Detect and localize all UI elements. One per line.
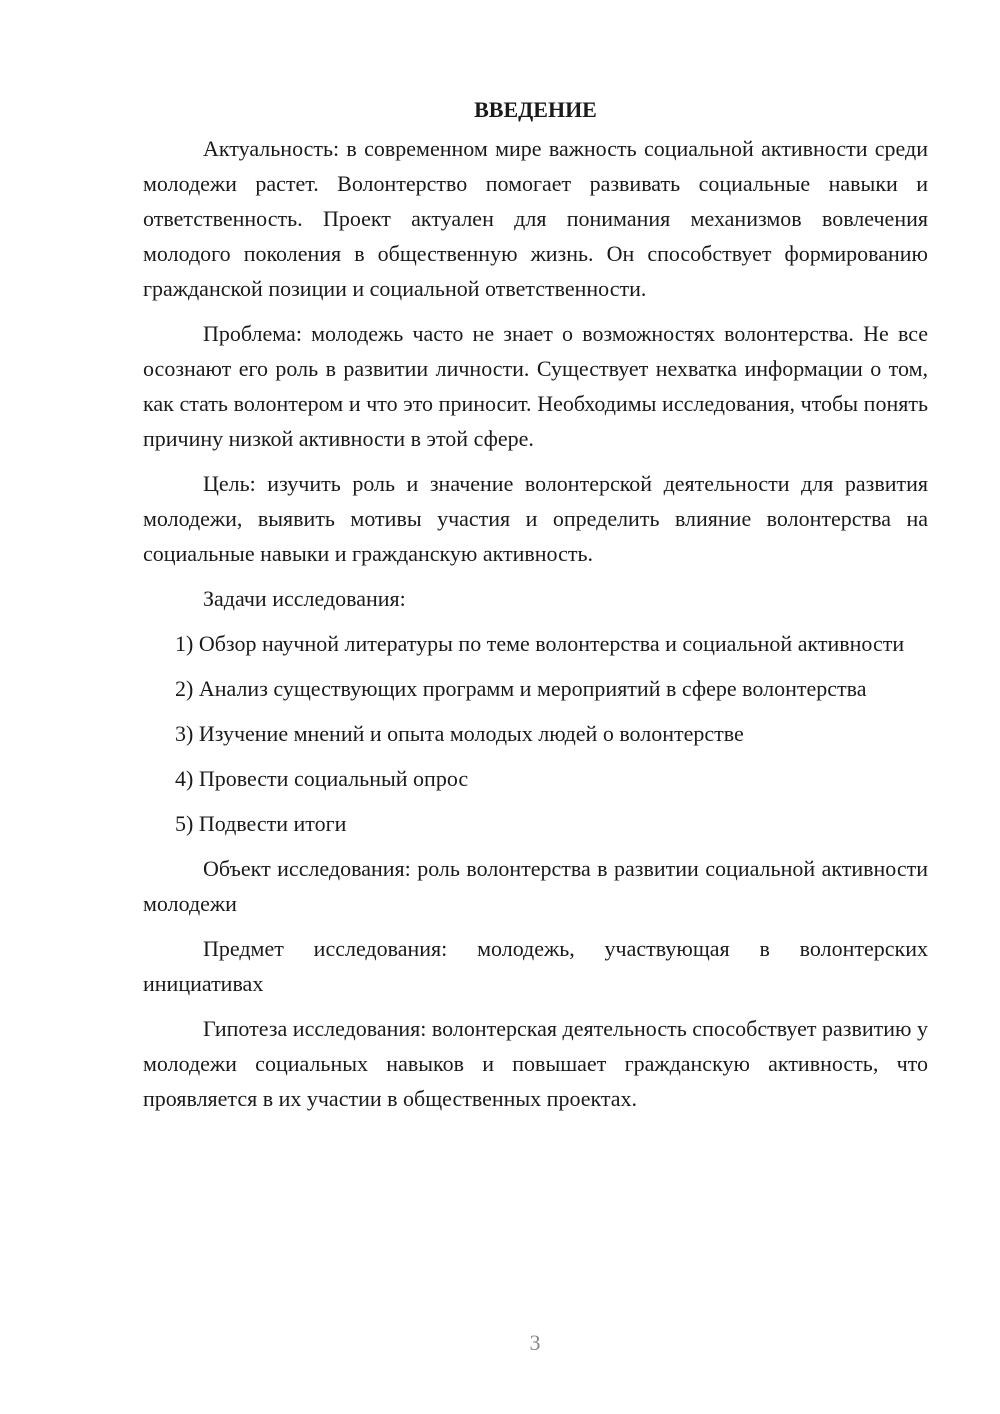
tasks-heading: Задачи исследования: bbox=[203, 586, 406, 611]
relevance-paragraph: Актуальность: в современном мире важность социальной активности среди молодежи растет. Волонтерство помогает развивать социальные навыки и ответственность. Проект актуален для понимания механизмов вовлечения молодого поколения в общественную жизнь. Он способствует формированию гражданской позиции и социальной ответственности. bbox=[143, 136, 928, 301]
goal-paragraph: Цель: изучить роль и значение волонтерской деятельности для развития молодежи, выявить мотивы участия и определить влияние волонтерства на социальные навыки и гражданскую активность. bbox=[143, 471, 928, 566]
task-item: 3) Изучение мнений и опыта молодых людей о волонтерстве bbox=[175, 721, 744, 746]
page-number: 3 bbox=[529, 1330, 541, 1355]
object-paragraph: Объект исследования: роль волонтерства в развитии социальной активности молодежи bbox=[143, 856, 928, 916]
task-item: 1) Обзор научной литературы по теме волонтерства и социальной активности bbox=[175, 631, 905, 656]
section-title: ВВЕДЕНИЕ bbox=[474, 97, 597, 122]
document-page bbox=[143, 92, 928, 1126]
problem-paragraph: Проблема: молодежь часто не знает о возможностях волонтерства. Не все осознают его роль в развитии личности. Существует нехватка информации о том, как стать волонтером и что это приносит. Необходимы исследования, чтобы понять причину низкой активности в этой сфере. bbox=[143, 321, 928, 451]
hypothesis-paragraph: Гипотеза исследования: волонтерская деятельность способствует развитию у молодежи социальных навыков и повышает гражданскую активность, что проявляется в их участии в общественных проектах. bbox=[143, 1016, 928, 1111]
task-item: 2) Анализ существующих программ и мероприятий в сфере волонтерства bbox=[175, 676, 867, 701]
subject-paragraph: Предмет исследования: молодежь, участвующая в волонтерских инициативах bbox=[143, 936, 928, 996]
task-item: 4) Провести социальный опрос bbox=[175, 766, 469, 791]
task-item: 5) Подвести итоги bbox=[175, 811, 347, 836]
